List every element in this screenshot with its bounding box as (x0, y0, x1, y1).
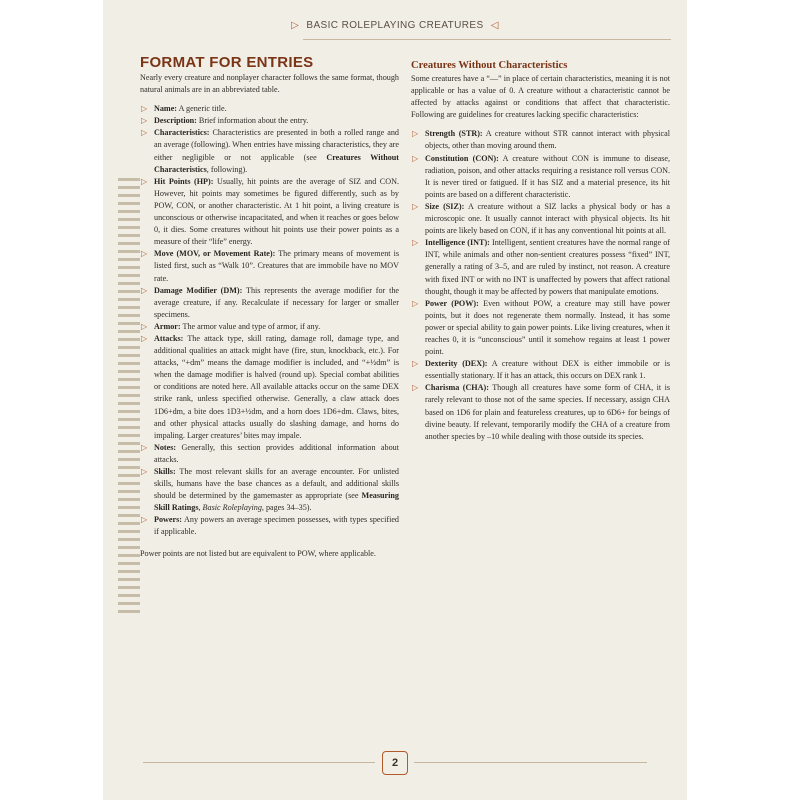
item-term: Strength (STR): (425, 129, 483, 139)
item-text: Even without POW, a creature may still have power points, but it does not regenerate them normally. Instead, it has some power or special ability to gain power points. Like living creatures, when it reaches 0, it is “unconscious” until it somehow regains at least 1 power point. (425, 298, 670, 357)
list-item (140, 115, 399, 127)
list-item (140, 127, 399, 175)
item-text: Usually, hit points are the average of SIZ and CON. However, hit points may sometimes be figured differently, such as by POW, CON, or another characteristic. At 1 hit point, a living creature is unconscious or otherwise incapacitated, and when it reaches or goes below 0, it dies. Some creatures without hit points use their power points as a measure of their “life” energy. (154, 176, 399, 247)
tab-edge-marks (118, 178, 140, 618)
subsection-title: Creatures Without Characteristics (411, 60, 568, 71)
list-item (140, 248, 399, 284)
bullet-arrow-icon: ▷ (412, 129, 419, 139)
right-column (411, 60, 670, 443)
item-text: Brief information about the entry. (196, 116, 309, 126)
section-intro: Nearly every creature and nonplayer character follows the same format, though natural animals are in an abbreviated table. (140, 73, 399, 95)
book-page (103, 0, 687, 800)
list-item (140, 176, 399, 249)
list-item (411, 201, 670, 237)
running-header (103, 20, 687, 31)
item-text: This represents the average modifier for the average creature, if any. Recalculate if necessary for larger or smaller specimens. (154, 285, 400, 319)
item-text: The primary means of movement is listed first, such as “Walk 10”. Creatures that are immobile have no MOV rate. (154, 249, 399, 283)
bullet-arrow-icon: ▷ (141, 442, 148, 452)
item-term: Intelligence (INT): (425, 238, 490, 248)
item-book-title: Basic Roleplaying (202, 503, 262, 513)
item-text: Generally, this section provides additional information about attacks. (154, 442, 399, 464)
item-term: Armor: (154, 321, 181, 331)
footer-rule-right (414, 762, 647, 763)
item-text: A creature without DEX is either immobile or is essentially stationary. If it has an attack, this occurs on DEX rank 1. (425, 359, 670, 381)
list-item (140, 103, 399, 115)
section-outro: Power points are not listed but are equivalent to POW, where applicable. (140, 548, 376, 558)
footer-rule-left (143, 762, 375, 763)
bullet-arrow-icon: ▷ (141, 116, 148, 126)
bullet-arrow-icon: ▷ (412, 201, 419, 211)
list-item (140, 514, 399, 538)
bullet-arrow-icon: ▷ (141, 285, 148, 295)
list-item (411, 153, 670, 201)
list-item (411, 237, 670, 297)
item-text: The attack type, skill rating, damage roll, damage type, and additional qualities an attack might have (fire, stun, knockback, etc.). For attacks, “+dm” means the damage modifier is included, and “+½dm” is when the damage modifier is halved (round up). Special combat abilities or conditions are noted here. All available attacks occur on the same DEX strike rank, unless specified otherwise. Generally, a claw attack does 1D6+dm, a bite does 1D3+½dm, and a horn does 1D6+dm. Claws, bites, and other physical attacks usually do slashing damage, and horns do impaling. Larger creatures’ bites may impale. (154, 333, 399, 440)
item-term: Dexterity (DEX): (425, 359, 488, 369)
item-text: A creature without a SIZ lacks a physical body or has a microscopic one. It usually cannot interact with physical objects. Its hit points are likely based on CON, if it has any conventional hit points at all. (425, 201, 670, 236)
item-term: Powers: (154, 515, 182, 525)
list-item (140, 442, 399, 466)
item-text: A creature without STR cannot interact with physical objects, other than moving around them. (425, 129, 670, 151)
bullet-arrow-icon: ▷ (141, 333, 148, 343)
bullet-arrow-icon: ▷ (412, 359, 419, 369)
item-text: Though all creatures have some form of CHA, it is rarely relevant to those not of the same species. If necessary, assign CHA based on 1D6 for plain and featureless creatures, up to 6D6+ for beings of divine beauty. If relevant, temporarily modify the CHA of a creature from another species by –10 while dealing with those outside its species. (425, 383, 670, 441)
item-text-tail: , pages 34–35). (261, 503, 312, 513)
item-term: Charisma (CHA): (425, 383, 489, 393)
missing-characteristics-list (411, 128, 670, 442)
item-reference: Creatures Without Characteristics (154, 152, 399, 174)
header-rule (303, 39, 671, 40)
bullet-arrow-icon: ▷ (141, 104, 148, 114)
item-term: Characteristics: (154, 128, 210, 138)
item-text: A creature without CON is immune to disease, radiation, poison, and other attacks requiring a resistance roll versus CON. It is never tired or fatigued. If it has SIZ and a material presence, its hit points are based on a different characteristic. (425, 153, 670, 199)
bullet-arrow-icon: ▷ (412, 238, 419, 248)
item-text: The armor value and type of armor, if any. (180, 321, 321, 331)
item-term: Description: (154, 116, 197, 126)
item-text-tail: , following). (206, 164, 248, 174)
list-item (411, 298, 670, 358)
list-item (411, 382, 670, 442)
section-title: FORMAT FOR ENTRIES (140, 54, 314, 71)
left-column (140, 54, 399, 560)
item-term: Move (MOV, or Movement Rate): (154, 249, 276, 259)
item-term: Skills: (154, 467, 176, 476)
item-term: Name: (154, 104, 178, 114)
bullet-arrow-icon: ▷ (412, 153, 419, 163)
item-text: The most relevant skills for an average encounter. For unlisted skills, humans have the base chances as a default, and additional skills should be determined by the gamemaster as appropriate (see (154, 467, 399, 501)
header-left-arrow-icon: ▷ (291, 20, 300, 31)
item-text: Intelligent, sentient creatures have the normal range of INT, while animals and other non-sentient creatures possess “fixed” INT, generally a rating of 3–5, and are ruled by instinct, not reason. A creature with fixed INT or with no INT is unaffected by powers that affect rational thought, though it may be affected by powers that manipulate emotions. (425, 238, 670, 296)
bullet-arrow-icon: ▷ (141, 515, 148, 525)
header-title: BASIC ROLEPLAYING CREATURES (306, 20, 484, 31)
item-term: Hit Points (HP): (154, 176, 214, 186)
item-text: Any powers an average specimen possesses, with types specified if applicable. (154, 515, 399, 537)
item-term: Constitution (CON): (425, 153, 499, 163)
item-term: Damage Modifier (DM): (154, 285, 243, 295)
page-number: 2 (382, 751, 408, 775)
list-item (140, 333, 399, 442)
bullet-arrow-icon: ▷ (141, 249, 148, 259)
item-term: Attacks: (154, 333, 184, 343)
list-item (411, 128, 670, 152)
bullet-arrow-icon: ▷ (412, 298, 419, 308)
list-item (140, 321, 399, 333)
item-reference: Measuring Skill Ratings (154, 491, 399, 513)
item-term: Power (POW): (425, 298, 479, 308)
bullet-arrow-icon: ▷ (141, 176, 148, 186)
bullet-arrow-icon: ▷ (141, 321, 148, 331)
bullet-arrow-icon: ▷ (412, 383, 419, 393)
bullet-arrow-icon: ▷ (141, 467, 148, 476)
list-item (411, 358, 670, 382)
list-item (140, 285, 399, 321)
subsection-intro: Some creatures have a “—” in place of certain characteristics, meaning it is not applicable or has a value of 0. A creature without a characteristic cannot be affected by attacks against or conditions that affect that characteristic. Following are guidelines for creatures lacking specific characteristics: (411, 74, 670, 120)
entry-format-list (140, 103, 399, 538)
item-text: Characteristics are presented in both a rolled range and an average (following). When entries have missing characteristics, they are either negligible or not applicable (see (154, 128, 399, 162)
item-term: Size (SIZ): (425, 201, 465, 211)
bullet-arrow-icon: ▷ (141, 128, 148, 138)
item-text-tail: , (198, 503, 203, 513)
item-term: Notes: (154, 442, 177, 452)
item-text: A generic title. (177, 104, 227, 114)
list-item (140, 466, 399, 514)
header-right-arrow-icon: ◁ (490, 20, 499, 31)
